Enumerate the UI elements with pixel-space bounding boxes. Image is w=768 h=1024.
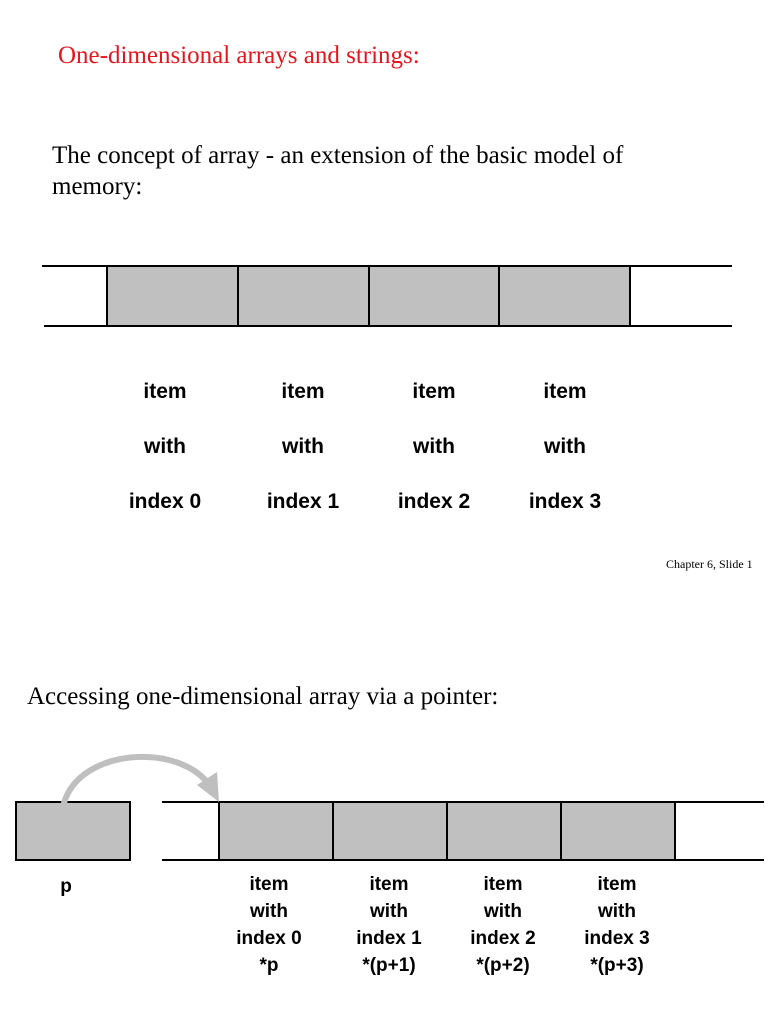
intro-text: The concept of array - an extension of the basic model of memory: [52, 142, 624, 200]
pointer-item-label-1: item with index 1 *(p+1) [356, 874, 422, 976]
array-cell-2 [369, 266, 499, 326]
memory-item-label-2: item with index 2 [397, 379, 471, 513]
memory-item-label-1: item with index 1 [266, 379, 340, 513]
pointer-array-cell-0 [219, 802, 333, 860]
pointer-item-label-0: item with index 0 *p [236, 874, 302, 976]
array-cell-3 [499, 266, 630, 326]
memory-item-label-3: item with index 3 [528, 379, 602, 513]
pointer-item-label-2: item with index 2 *(p+2) [470, 874, 536, 976]
pointer-cell [16, 802, 130, 860]
pointer-item-label-3: item with index 3 *(p+3) [584, 874, 650, 976]
pointer-arrow [64, 757, 210, 803]
pointer-array-cell-2 [447, 802, 561, 860]
pointer-diagram [16, 757, 764, 860]
slide-title: One-dimensional arrays and strings: [58, 42, 420, 69]
memory-strip [42, 266, 732, 326]
memory-item-label-0: item with index 0 [128, 379, 202, 513]
array-cell-0 [107, 266, 238, 326]
pointer-array-cell-3 [561, 802, 675, 860]
section-heading: Accessing one-dimensional array via a pointer: [27, 683, 499, 710]
pointer-label: p [60, 876, 72, 897]
pointer-array-cell-1 [333, 802, 447, 860]
array-cell-1 [238, 266, 369, 326]
slide-footer: Chapter 6, Slide 1 [666, 557, 753, 571]
